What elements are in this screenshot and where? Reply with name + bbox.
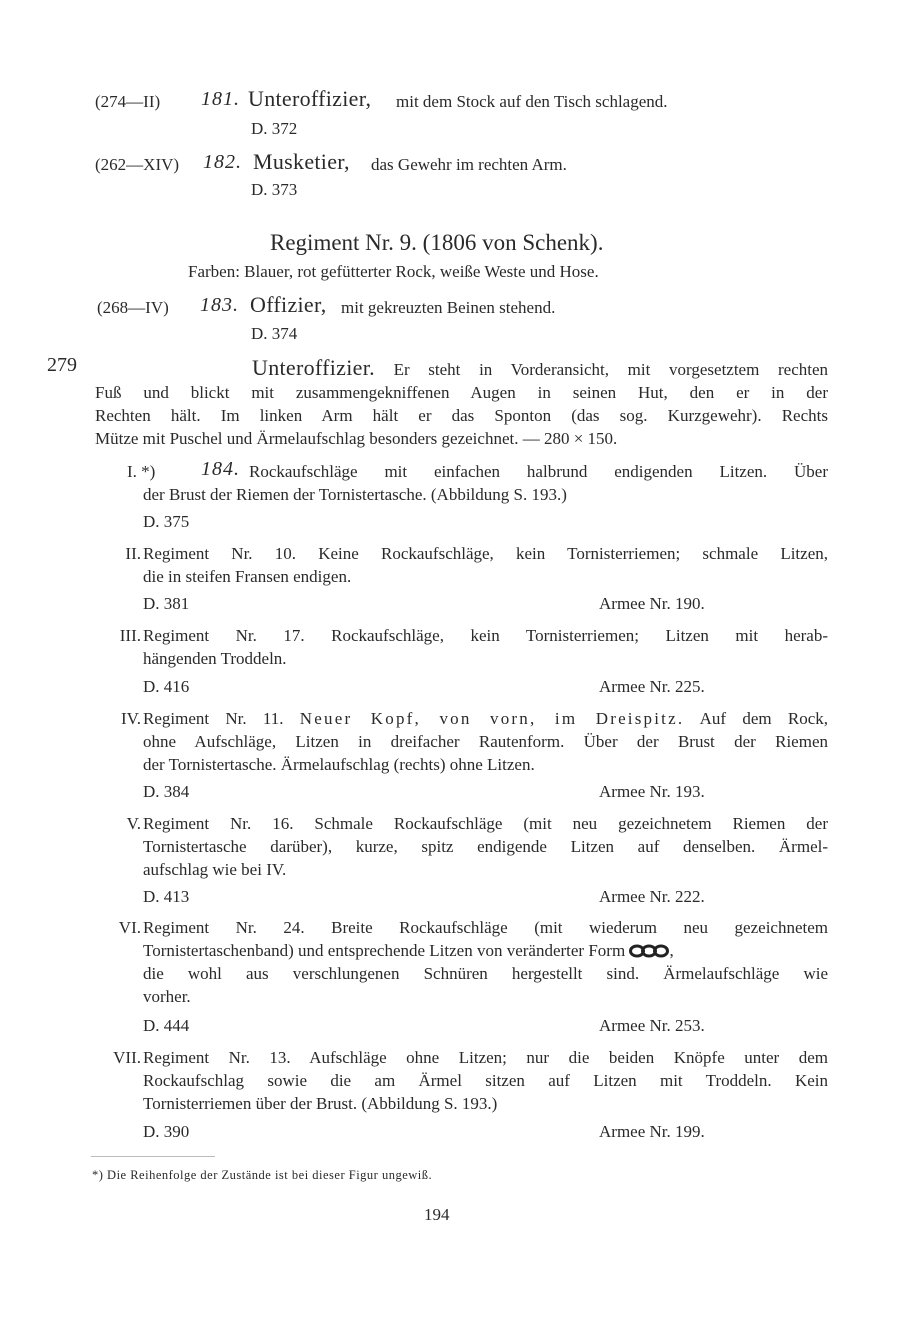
state-iv-spaced-text: Neuer Kopf, von vorn, im Dreispitz. xyxy=(299,709,685,728)
state-vii-roman: VII. xyxy=(113,1048,141,1067)
state-vii-armee: Armee Nr. 199. xyxy=(599,1122,705,1141)
state-i-d: D. 375 xyxy=(143,512,190,531)
state-ii-d: D. 381 xyxy=(143,594,190,613)
state-vi-roman: VI. xyxy=(118,918,141,937)
state-v-armee: Armee Nr. 222. xyxy=(599,887,705,906)
braid-ornament-icon xyxy=(629,944,669,958)
state-v-roman: V. xyxy=(126,814,141,833)
state-i-text: Rockaufschläge mit einfachen halbrund endigenden Litzen. Über der Brust der Riemen der Tornistertasche. (Abbildung S. 193.) xyxy=(143,462,828,504)
state-iii-text: Regiment Nr. 17. Rockaufschläge, kein Tornisterriemen; Litzen mit herab- hängenden Troddeln. xyxy=(143,626,828,668)
state-vi-armee: Armee Nr. 253. xyxy=(599,1016,705,1035)
entry-182-ref: (262—XIV) xyxy=(95,155,180,174)
state-i-roman: I. *) xyxy=(127,462,156,481)
margin-number: 279 xyxy=(47,354,77,376)
state-vii-d: D. 390 xyxy=(143,1122,190,1141)
entry-181-d: D. 372 xyxy=(251,119,298,138)
state-iii-roman: III. xyxy=(119,626,141,645)
entry-279-line1: Er steht in Vorderansicht, mit vorgesetztem rechten xyxy=(393,360,829,379)
entry-279-line3: Rechten hält. Im linken Arm hält er das Sponton (das sog. Kurzgewehr). Rechts xyxy=(95,406,828,425)
regiment-title: Regiment Nr. 9. (1806 von Schenk). xyxy=(270,230,604,255)
entry-182-number: 182. xyxy=(203,151,242,173)
state-ii-roman: II. xyxy=(125,544,141,563)
entry-181-title: Unteroffizier, xyxy=(248,86,372,111)
entry-279-title: Unteroffizier. xyxy=(252,355,375,380)
state-iii-armee: Armee Nr. 225. xyxy=(599,677,705,696)
footnote: *) Die Reihenfolge der Zustände ist bei dieser Figur ungewiß. xyxy=(92,1168,433,1182)
entry-183-desc: mit gekreuzten Beinen stehend. xyxy=(341,298,556,317)
regiment-farben: Farben: Blauer, rot gefütterter Rock, weiße Weste und Hose. xyxy=(188,262,599,281)
entry-181-number: 181. xyxy=(201,88,240,110)
entry-183-title: Offizier, xyxy=(250,292,327,317)
footnote-rule xyxy=(91,1156,215,1157)
entry-183-number: 183. xyxy=(200,294,239,316)
state-iv-armee: Armee Nr. 193. xyxy=(599,782,705,801)
state-iv-d: D. 384 xyxy=(143,782,190,801)
entry-182-desc: das Gewehr im rechten Arm. xyxy=(371,155,567,174)
state-ii-text: Regiment Nr. 10. Keine Rockaufschläge, kein Tornisterriemen; schmale Litzen, die in steifen Fransen endigen. xyxy=(143,544,828,586)
entry-183-d: D. 374 xyxy=(251,324,298,343)
state-iv-text: Regiment Nr. 11. Neuer Kopf, von vorn, im Dreispitz. Auf dem Rock, ohne Aufschläge, Litzen in dreifacher Rautenform. Über der Brust der Riemen der Tornistertasche. Ärmelaufschlag (rechts) ohne Litzen. xyxy=(143,709,829,774)
state-vi-d: D. 444 xyxy=(143,1016,190,1035)
entry-183-ref: (268—IV) xyxy=(97,298,169,317)
entry-279-line4: Mütze mit Puschel und Ärmelaufschlag besonders gezeichnet. — 280 × 150. xyxy=(95,429,618,448)
entry-182-d: D. 373 xyxy=(251,180,298,199)
state-ii-armee: Armee Nr. 190. xyxy=(599,594,705,613)
state-iii-d: D. 416 xyxy=(143,677,190,696)
entry-279-paragraph xyxy=(95,356,828,450)
state-v-d: D. 413 xyxy=(143,887,190,906)
entry-181-ref: (274—II) xyxy=(95,92,161,111)
entry-182-title: Musketier, xyxy=(253,149,350,174)
state-v-text: Regiment Nr. 16. Schmale Rockaufschläge (mit neu gezeichnetem Riemen der Tornistertasche darüber), kurze, spitz endigende Litzen auf denselben. Ärmel- aufschlag wie bei IV. xyxy=(143,814,828,879)
state-vi-text: Regiment Nr. 24. Breite Rockaufschläge (mit wiederum neu gezeichnetem Tornistertaschenband) und entsprechende Litzen von veränderter Form , die wohl aus verschlungenen Schnüren hergestellt sind. Ärmelaufschläge wie vorher. xyxy=(143,918,828,1006)
entry-279-line2: Fuß und blickt mit zusammengekniffenen Augen in seinen Hut, den er in der xyxy=(95,383,828,402)
page-number: 194 xyxy=(424,1205,450,1224)
state-iv-roman: IV. xyxy=(121,709,141,728)
state-i-number: 184. xyxy=(201,458,240,480)
state-vii-text: Regiment Nr. 13. Aufschläge ohne Litzen; nur die beiden Knöpfe unter dem Rockaufschlag sowie die am Ärmel sitzen auf Litzen mit Troddeln. Kein Tornisterriemen über der Brust. (Abbildung S. 193.) xyxy=(143,1048,828,1113)
entry-181-desc: mit dem Stock auf den Tisch schlagend. xyxy=(396,92,668,111)
